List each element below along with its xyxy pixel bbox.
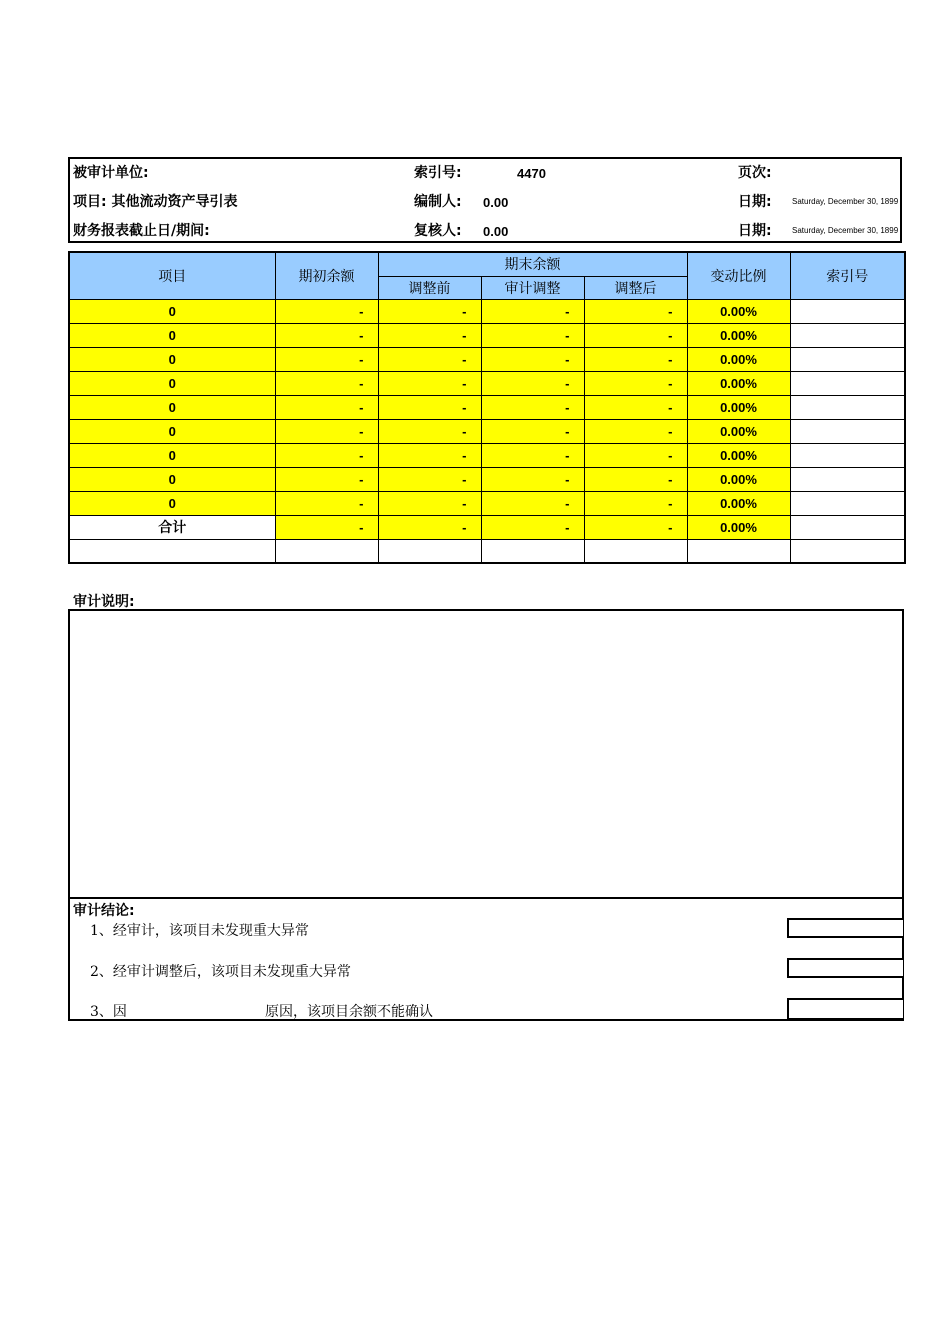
project-label: 项目: 其他流动资产导引表 xyxy=(73,194,238,210)
opening-cell[interactable]: - xyxy=(275,443,378,467)
index-cell[interactable] xyxy=(790,443,905,467)
col-after-header: 调整后 xyxy=(584,276,687,299)
col-before-header: 调整前 xyxy=(378,276,481,299)
table-row xyxy=(69,323,905,347)
table-row xyxy=(69,419,905,443)
item-cell[interactable]: 0 xyxy=(69,491,275,515)
total-before-cell[interactable]: - xyxy=(378,515,481,539)
empty-cell[interactable] xyxy=(275,539,378,563)
conclusion-item-2: 2、经审计调整后，该项目未发现重大异常 xyxy=(90,964,351,980)
table-row xyxy=(69,395,905,419)
total-row xyxy=(69,515,905,539)
change-cell[interactable]: 0.00% xyxy=(687,419,790,443)
conclusion-label: 审计结论: xyxy=(73,903,135,919)
table-row xyxy=(69,443,905,467)
col-adjust-header: 审计调整 xyxy=(481,276,584,299)
col-item-header: 项目 xyxy=(69,252,275,299)
before-cell[interactable]: - xyxy=(378,467,481,491)
item-cell[interactable]: 0 xyxy=(69,467,275,491)
guide-table xyxy=(68,251,906,564)
empty-cell[interactable] xyxy=(584,539,687,563)
index-cell[interactable] xyxy=(790,347,905,371)
change-cell[interactable]: 0.00% xyxy=(687,347,790,371)
before-cell[interactable]: - xyxy=(378,299,481,323)
opening-cell[interactable]: - xyxy=(275,467,378,491)
audited-unit-label: 被审计单位: xyxy=(73,165,149,181)
index-cell[interactable] xyxy=(790,395,905,419)
table-row xyxy=(69,299,905,323)
index-cell[interactable] xyxy=(790,419,905,443)
total-after-cell[interactable]: - xyxy=(584,515,687,539)
adjust-cell[interactable]: - xyxy=(481,347,584,371)
date-label-2: 日期: xyxy=(738,223,772,239)
before-cell[interactable]: - xyxy=(378,491,481,515)
empty-cell[interactable] xyxy=(790,539,905,563)
item-cell[interactable]: 0 xyxy=(69,299,275,323)
after-cell[interactable]: - xyxy=(584,395,687,419)
col-closing-group-header: 期末余额 xyxy=(378,252,687,276)
preparer-label: 编制人: xyxy=(414,194,462,210)
conclusion-box xyxy=(68,897,904,1021)
period-label: 财务报表截止日/期间: xyxy=(73,223,210,239)
adjust-cell[interactable]: - xyxy=(481,323,584,347)
before-cell[interactable]: - xyxy=(378,323,481,347)
preparer-value: 0.00 xyxy=(483,195,509,210)
notes-box[interactable] xyxy=(68,609,904,899)
after-cell[interactable]: - xyxy=(584,299,687,323)
total-index-cell[interactable] xyxy=(790,515,905,539)
conclusion-checkbox-1[interactable] xyxy=(787,918,903,938)
conclusion-item-3-prefix: 3、因 xyxy=(90,1004,127,1020)
index-value: 4470 xyxy=(517,166,546,181)
table-row xyxy=(69,347,905,371)
after-cell[interactable]: - xyxy=(584,491,687,515)
index-cell[interactable] xyxy=(790,491,905,515)
reviewer-value: 0.00 xyxy=(483,224,509,239)
adjust-cell[interactable]: - xyxy=(481,299,584,323)
index-cell[interactable] xyxy=(790,299,905,323)
index-cell[interactable] xyxy=(790,467,905,491)
table-row xyxy=(69,491,905,515)
empty-cell[interactable] xyxy=(481,539,584,563)
total-label-cell: 合计 xyxy=(69,515,275,539)
conclusion-checkbox-2[interactable] xyxy=(787,958,903,978)
item-cell[interactable]: 0 xyxy=(69,395,275,419)
date-value-2: Saturday, December 30, 1899 xyxy=(792,226,899,235)
opening-cell[interactable]: - xyxy=(275,323,378,347)
opening-cell[interactable]: - xyxy=(275,299,378,323)
before-cell[interactable]: - xyxy=(378,443,481,467)
item-cell[interactable]: 0 xyxy=(69,419,275,443)
item-cell[interactable]: 0 xyxy=(69,371,275,395)
before-cell[interactable]: - xyxy=(378,419,481,443)
adjust-cell[interactable]: - xyxy=(481,419,584,443)
empty-row xyxy=(69,539,905,563)
before-cell[interactable]: - xyxy=(378,395,481,419)
date-label-1: 日期: xyxy=(738,194,772,210)
table-row xyxy=(69,371,905,395)
opening-cell[interactable]: - xyxy=(275,491,378,515)
item-cell[interactable]: 0 xyxy=(69,443,275,467)
item-cell[interactable]: 0 xyxy=(69,323,275,347)
change-cell[interactable]: 0.00% xyxy=(687,395,790,419)
date-value-1: Saturday, December 30, 1899 xyxy=(792,197,899,206)
conclusion-item-3-suffix: 原因，该项目余额不能确认 xyxy=(265,1004,433,1020)
after-cell[interactable]: - xyxy=(584,371,687,395)
after-cell[interactable]: - xyxy=(584,443,687,467)
index-cell[interactable] xyxy=(790,323,905,347)
opening-cell[interactable]: - xyxy=(275,347,378,371)
change-cell[interactable]: 0.00% xyxy=(687,371,790,395)
before-cell[interactable]: - xyxy=(378,371,481,395)
col-change-header: 变动比例 xyxy=(687,252,790,299)
adjust-cell[interactable]: - xyxy=(481,467,584,491)
opening-cell[interactable]: - xyxy=(275,371,378,395)
col-index-header: 索引号 xyxy=(790,252,905,299)
after-cell[interactable]: - xyxy=(584,323,687,347)
conclusion-checkbox-3[interactable] xyxy=(787,998,903,1020)
change-cell[interactable]: 0.00% xyxy=(687,299,790,323)
empty-cell[interactable] xyxy=(687,539,790,563)
adjust-cell[interactable]: - xyxy=(481,395,584,419)
reviewer-label: 复核人: xyxy=(414,223,462,239)
adjust-cell[interactable]: - xyxy=(481,371,584,395)
empty-cell[interactable] xyxy=(378,539,481,563)
conclusion-item-1: 1、经审计，该项目未发现重大异常 xyxy=(90,923,309,939)
table-row xyxy=(69,467,905,491)
empty-cell[interactable] xyxy=(69,539,275,563)
total-opening-cell[interactable]: - xyxy=(275,515,378,539)
before-cell[interactable]: - xyxy=(378,347,481,371)
adjust-cell[interactable]: - xyxy=(481,443,584,467)
item-cell[interactable]: 0 xyxy=(69,347,275,371)
after-cell[interactable]: - xyxy=(584,467,687,491)
change-cell[interactable]: 0.00% xyxy=(687,323,790,347)
change-cell[interactable]: 0.00% xyxy=(687,443,790,467)
total-change-cell[interactable]: 0.00% xyxy=(687,515,790,539)
total-adjust-cell[interactable]: - xyxy=(481,515,584,539)
page-label: 页次: xyxy=(738,165,772,181)
opening-cell[interactable]: - xyxy=(275,395,378,419)
index-cell[interactable] xyxy=(790,371,905,395)
after-cell[interactable]: - xyxy=(584,347,687,371)
index-label: 索引号: xyxy=(414,165,462,181)
change-cell[interactable]: 0.00% xyxy=(687,491,790,515)
change-cell[interactable]: 0.00% xyxy=(687,467,790,491)
opening-cell[interactable]: - xyxy=(275,419,378,443)
after-cell[interactable]: - xyxy=(584,419,687,443)
col-opening-header: 期初余额 xyxy=(275,252,378,299)
adjust-cell[interactable]: - xyxy=(481,491,584,515)
notes-label: 审计说明: xyxy=(73,594,135,610)
